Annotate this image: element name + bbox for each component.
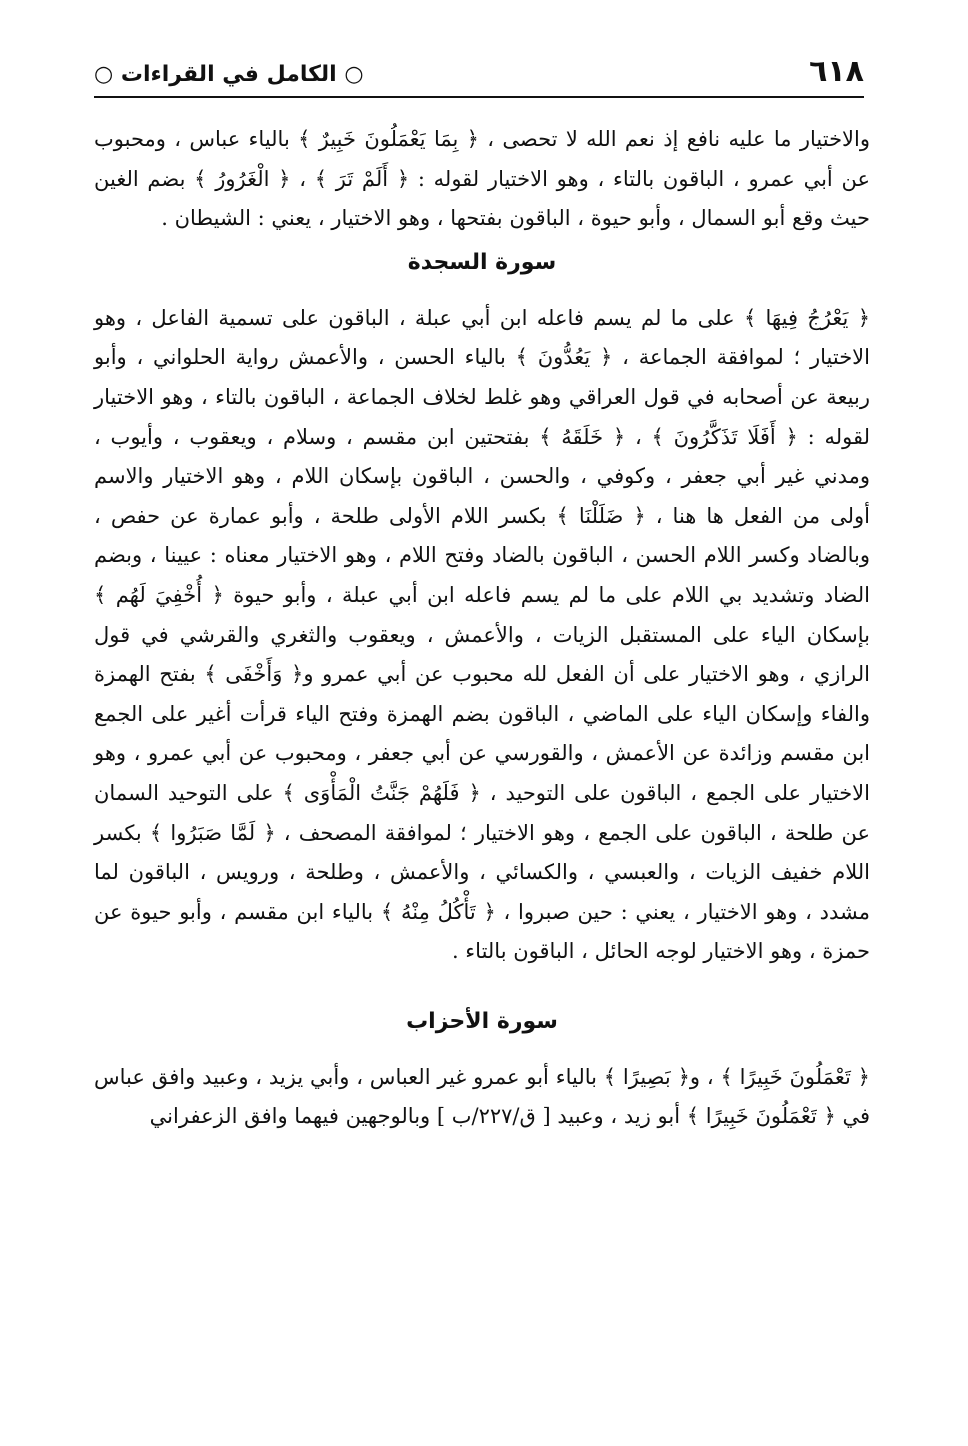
header-rule [94,96,864,98]
paragraph-luqman-end: والاختيار ما عليه نافع إذ نعم الله لا تحصى ، ﴿ بِمَا يَعْمَلُونَ خَبِيرٌ ﴾ بالياء عباس ، ومحبوب عن أبي عمرو ، الباقون بالتاء ، وهو الاختيار لقوله : ﴿ أَلَمْ تَرَ ﴾ ، ﴿ الْغَرُورُ ﴾ بضم الغين حيث وقع أبو السمال ، وأبو حيوة ، الباقون بفتحها ، وهو الاختيار ، يعني : الشيطان . [94,127,870,231]
surah-heading-ahzab: سورة الأحزاب [406,1008,558,1034]
page-body [94,120,870,1137]
page-number: ٦١٨ [809,54,864,89]
paragraph-sajda: ﴿ يَعْرُجُ فِيهَا ﴾ على ما لم يسم فاعله ابن أبي عبلة ، الباقون على تسمية الفاعل ، وهو الاختيار ؛ لموافقة الجماعة ، ﴿ يَعُدُّونَ ﴾ بالياء الحسن ، والأعمش رواية الحلواني ، وأبو ربيعة عن أصحابه في قول العراقي وهو غلط لخلاف الجماعة ، الباقون بالتاء ، وهو الاختيار لقوله : ﴿ أَفَلَا تَذَكَّرُونَ ﴾ ، ﴿ خَلَقَهُ ﴾ بفتحتين ابن مقسم ، وسلام ، ويعقوب ، وأيوب ، ومدني غير أبي جعفر ، وكوفي ، والحسن ، الباقون بإسكان اللام ، وهو الاختيار والاسم أولى من الفعل ها هنا ، ﴿ ضَلَلْنَا ﴾ بكسر اللام الأولى طلحة ، وأبو عمارة عن حفص ، وبالضاد وكسر اللام الحسن ، الباقون بالضاد وفتح اللام ، وهو الاختيار معناه : عيينا ، وبضم الضاد وتشديد بي اللام على ما لم يسم فاعله ابن أبي عبلة ، وأبو حيوة ﴿ أُخْفِيَ لَهُم ﴾ بإسكان الياء على المستقبل الزيات ، والأعمش ، ويعقوب والثغري والقرشي في قول الرازي ، وهو الاختيار على أن الفعل لله محبوب عن أبي عمرو و﴿ وَأَخْفَى ﴾ بفتح الهمزة والفاء وإسكان الياء على الماضي ، الباقون بضم الهمزة وفتح الياء قرأت أغير على الجمع ابن مقسم وزائدة عن الأعمش ، والقورسي عن أبي جعفر ، ومحبوب عن أبي عمرو ، وهو الاختيار على الجمع ، الباقون على التوحيد ، ﴿ فَلَهُمْ جَنَّتُ الْمَأْوَى ﴾ على التوحيد السمان عن طلحة ، الباقون على الجمع ، وهو الاختيار ؛ لموافقة المصحف ، ﴿ لَمَّا صَبَرُوا ﴾ بكسر اللام خفيف الزيات ، والعبسي ، والكسائي ، والأعمش ، وطلحة ، ورويس ، الباقون لما مشدد ، وهو الاختيار ، يعني : حين صبروا ، ﴿ تَأْكُلُ مِنْهُ ﴾ بالياء ابن مقسم ، وأبو حيوة عن حمزة ، وهو الاختيار لوجه الحائل ، الباقون بالتاء . [94,305,870,964]
paragraph-ahzab: ﴿ تَعْمَلُونَ خَبِيرًا ﴾ ، و﴿ بَصِيرًا ﴾ بالياء أبو عمرو غير العباس ، وأبي يزيد ، وعبيد وافق عباس في ﴿ تَعْمَلُونَ خَبِيرًا ﴾ أبو زيد ، وعبيد [ ق/٢٢٧/ب ] وبالوجهين فيهما وافق الزعفراني [94,1064,870,1129]
book-title: ○ الكامل في القراءات ○ [94,62,364,87]
running-header [94,52,864,96]
surah-heading-sajda: سورة السجدة [407,249,557,275]
